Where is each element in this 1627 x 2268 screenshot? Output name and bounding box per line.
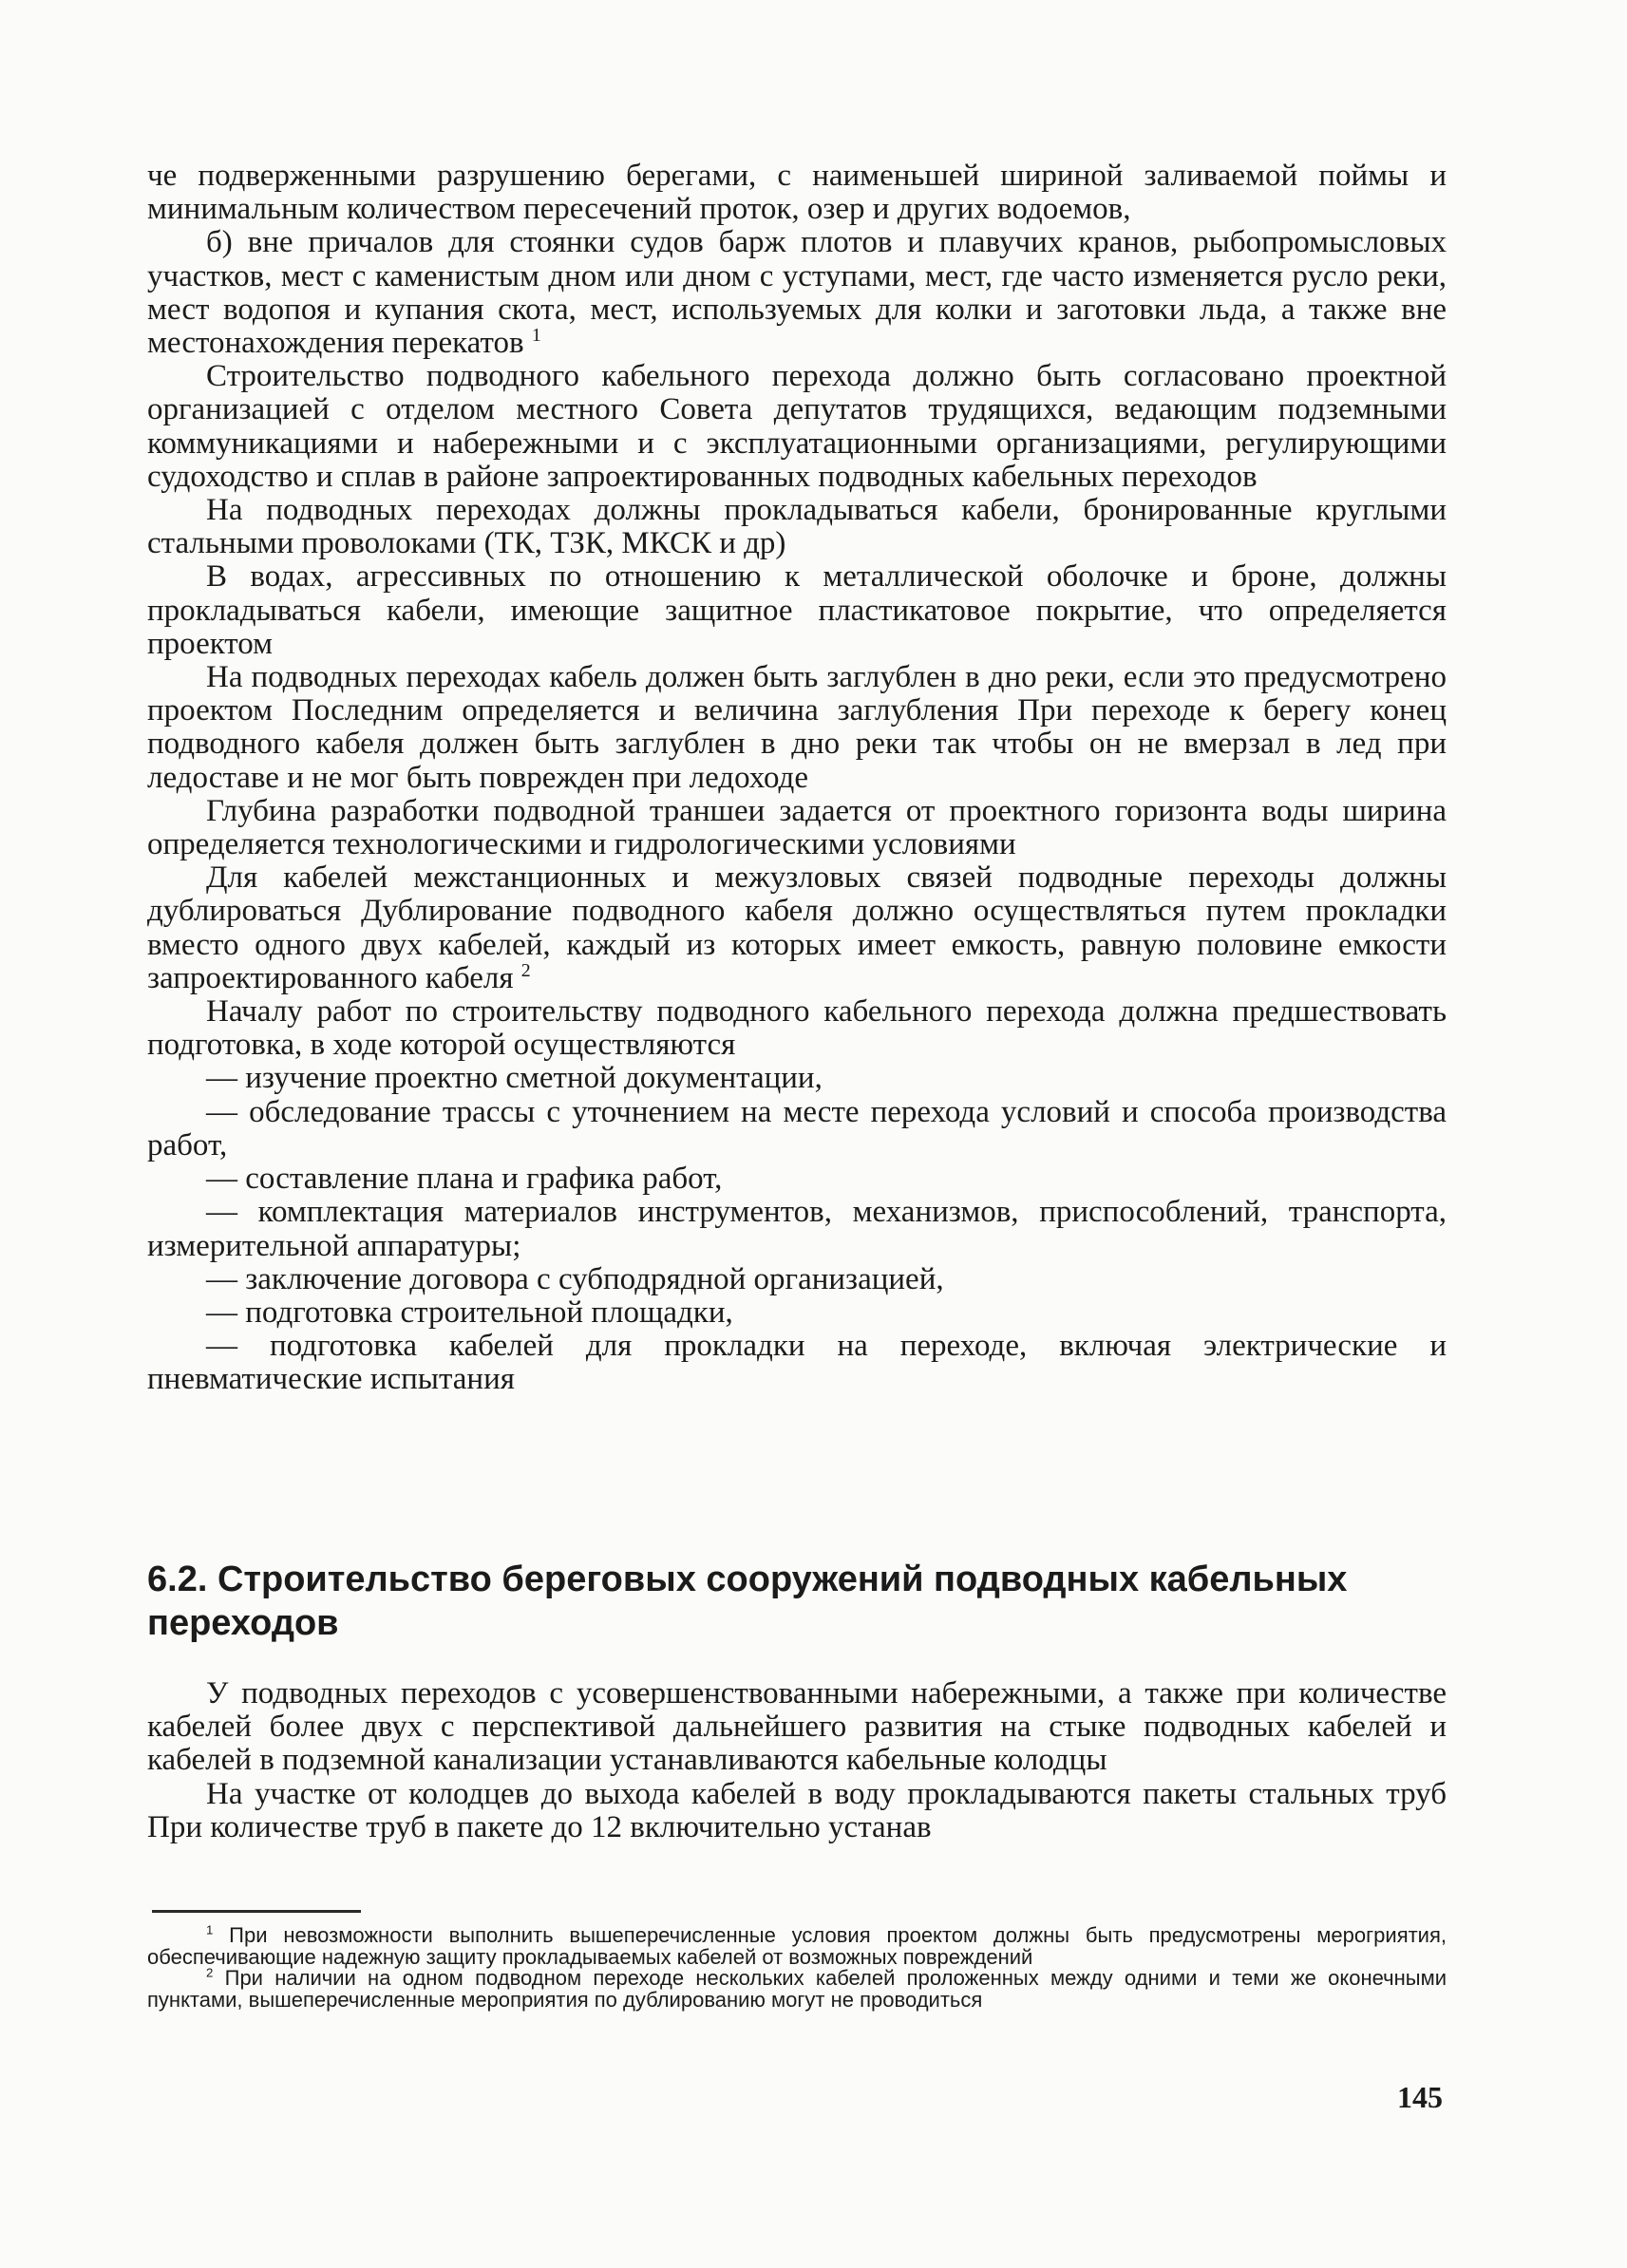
list-item: — изучение проектно сметной документации, [206,1061,823,1096]
paragraph: На подводных переходах кабель должен быть заглублен в дно реки, если это предусмотрено проектом Последним определяется и величина заглубления При переходе к берегу конец подводного кабеля должен быть заглублен в дно реки так чтобы он не вмерзал в лед при ледоставе и не мог быть поврежден при ледоходе [147,660,1447,795]
list-item: — обследование трассы с уточнением на месте перехода условий и способа производства работ, [147,1094,1447,1162]
paragraph: б) вне причалов для стоянки судов барж плотов и плавучих кранов, рыбопромысловых участков, мест с каменистым дном или дном с уступами, мест, где часто изменяется русло реки, мест водопоя и купания скота, мест, используемых для колки и заготовки льда, а также вне местонахождения перекатов $^1$ [147,225,1447,361]
section-text [147,1677,1447,1844]
footnote-mark: 1 [206,1922,214,1937]
list-item: — составление плана и графика работ, [206,1162,723,1197]
paragraph: Глубина разработки подводной траншеи задается от проектного горизонта воды ширина определяется технологическими и гидрологическими условиями [147,793,1447,862]
section-heading: 6.2. Строительство береговых сооружений подводных кабельных переходов [147,1559,1348,1643]
footnote-mark: 2 [206,1965,214,1980]
footnote: $^1$ При невозможности выполнить вышеперечисленные условия проектом должны быть предусмотрены мерогриятия, обеспечивающие надежную защиту прокладываемых кабелей от возможных повреждений [147,1922,1447,1969]
footnote-divider [152,1910,361,1913]
paragraph: Для кабелей межстанционных и межузловых связей подводные переходы должны дублироваться Дублирование подводного кабеля должно осуществляться путем прокладки вместо одного двух кабелей, каждый из которых имеет емкость, равную половине емкости запроектированного кабеля $^2$ [147,860,1447,995]
paragraph: Началу работ по строительству подводного кабельного перехода должна предшествовать подготовка, в ходе которой осуществляются [147,994,1447,1063]
list-item: — подготовка строительной площадки, [206,1295,733,1330]
paragraph: Строительство подводного кабельного перехода должно быть согласовано проектной организацией с отделом местного Совета депутатов трудящихся, ведающим подземными коммуникациями и набережными и с эксплуатационными организациями, регулирующими судоходство и сплав в районе запроектированных подводных кабельных переходов [147,359,1447,494]
footnote-ref: 1 [531,325,541,347]
footnote-ref: 2 [520,959,531,981]
page-number: 145 [1397,2080,1443,2114]
list-item: — заключение договора с субподрядной организацией, [206,1261,944,1296]
list-item: — подготовка кабелей для прокладки на переходе, включая электрические и пневматические испытания [147,1329,1447,1397]
footnote: $^2$ При наличии на одном подводном переходе нескольких кабелей проложенных между одними и теми же оконечными пунктами, вышеперечисленные мероприятия по дублированию могут не проводиться [147,1965,1447,2012]
paragraph: У подводных переходов с усовершенствованными набережными, а также при количестве кабелей более двух с перспективой дальнейшего развития на стыке подводных кабелей и кабелей в подземной канализации устанавливаются кабельные колодцы [147,1676,1447,1778]
list-item: — комплектация материалов инструментов, механизмов, приспособлений, транспорта, измерительной аппаратуры; [147,1195,1447,1263]
main-text [147,160,1447,1397]
paragraph: че подверженными разрушению берегами, с наименьшей шириной заливаемой поймы и минимальным количеством пересечений проток, озер и других водоемов, [147,159,1447,227]
paragraph: В водах, агрессивных по отношению к металлической оболочке и броне, должны прокладываться кабели, имеющие защитное пластикатовое покрытие, что определяется проектом [147,559,1447,661]
paragraph: На подводных переходах должны прокладываться кабели, бронированные круглыми стальными проволоками (ТК, ТЗК, МКСК и др) [147,493,1447,561]
paragraph: На участке от колодцев до выхода кабелей в воду прокладываются пакеты стальных труб При количестве труб в пакете до 12 включительно устанав [147,1776,1447,1844]
footnotes [147,1922,1447,2012]
